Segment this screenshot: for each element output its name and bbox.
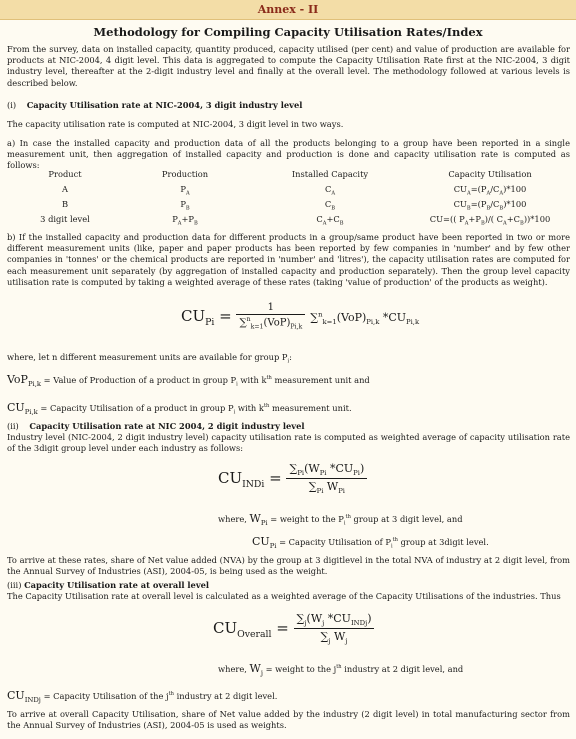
- table-cell: $C_A+C_B$: [316, 214, 344, 227]
- table-row: [0, 184, 576, 196]
- table-header-cell: Capacity Utilisation: [448, 169, 532, 179]
- aggregation-table: [0, 169, 576, 226]
- table-cell: $CU_A=(P_A/C_A)*100$: [453, 184, 527, 197]
- table-row: [0, 199, 576, 211]
- table-cell: $P_B$: [180, 199, 190, 212]
- section1-line: The capacity utilisation rate is computed at NIC-2004, 3 digit level in two ways.: [7, 119, 344, 129]
- table-header-cell: Installed Capacity: [291, 169, 369, 179]
- section1-para-a: a) In case the installed capacity and production data of all the products belonging to a group have been reported in a single measurement unit, then aggregation of installed capacity and production is done and capacity utilisation rate is computed as follows:: [7, 138, 570, 171]
- table-cell: $P_A$: [180, 184, 190, 197]
- table-cell: $CU_B=(P_B/C_B)*100$: [453, 199, 527, 212]
- table-header-row: [0, 169, 576, 181]
- table-cell: $C_A$: [324, 184, 336, 197]
- table-cell: CU=(( $P_A+P_B)/$( $C_A+C_B))*100$: [429, 214, 551, 227]
- table-row: [0, 214, 576, 226]
- section2-weights: To arrive at these rates, share of Net value added (NVA) by the group at 3 digitlevel in the total NVA of industry at 2 digit level, from the Annual Survey of Industries (ASI), 2004-05, is being used as the weight.: [7, 555, 570, 577]
- section3-text: The Capacity Utilisation rate at overall level is calculated as a weighted average of the Capacity Utilisations of the industries. Thus: [7, 591, 561, 601]
- intro-paragraph: From the survey, data on installed capacity, quantity produced, capacity utilised (per cent) and value of production are available for products at NIC-2004, 4 digit level. This data is aggregated to compute the Capacity Utilisation Rate first at the NIC-2004, 3 digit industry level, thereafter at the 2-digit industry level and finally at the overall level. The methodology followed at various levels is described below.: [7, 44, 570, 88]
- formula-group-cu: $CU_{Pi}$ = $\frac{1}{\sum^n_{k=1}(VoP)_{Pi,k}}$ $\sum^n_{k=1}(VoP)_{Pi,k}$ $*CU_{Pi,k}$: [181, 302, 420, 331]
- table-cell: B: [61, 199, 69, 209]
- vop-definition: VoP$_{Pi,k}$ = Value of Production of a product in group $P_i$ with $k^{th}$ measurement unit and: [7, 373, 370, 389]
- page-title: Methodology for Compiling Capacity Utilisation Rates/Index: [93, 25, 483, 39]
- annex-header: Annex - II: [0, 0, 576, 20]
- w-j-definition: where, $W_j$ = weight to the $j^{th}$ industry at 2 digit level, and: [218, 662, 464, 678]
- formula-overall-cu: $CU_{Overall}$ = $\frac{\sum_j(W_j *CU_{INDj})}{\sum_j W_j}$: [213, 612, 374, 645]
- w-pi-definition: where, $W_{Pi}$ = weight to the $P_i^{th}$ group at 3 digit level, and: [218, 512, 463, 528]
- formula-industry-cu: $CU_{INDi}$ = $\frac{\sum_{Pi}(W_{Pi} *CU_{Pi})}{\sum_{Pi} W_{Pi}}$: [218, 462, 367, 495]
- section1-heading-num: (i): [7, 100, 17, 110]
- section1-para-b: b) If the installed capacity and production data for different products in a group/same product have been reported in two or more different measurement units (like, paper and paper products has been reported by few companies in 'number' and by few other companies in 'tonnes' or the chemical products are reported in 'number' and 'litres'), the capacity utilisation rates are computed for each measurement unit separately (by aggregation of installed capacity and production separately). Then the group level capacity utilisation rate is computed by taking a weighted average of these rates (taking 'value of production' of the products as weight).: [7, 232, 570, 287]
- table-cell: 3 digit level: [40, 214, 90, 224]
- table-cell: $C_B$: [324, 199, 336, 212]
- section1-where: where, let n different measurement units are available for group $P_i$:: [7, 352, 292, 365]
- section3-weights: To arrive at overall Capacity Utilisation, share of Net value added by the industry (2 digit level) in total manufacturing sector from the Annual Survey of Industries (ASI), 2004-05 is used as weights.: [7, 709, 570, 731]
- cu-definition: $CU_{Pi,k}$ = Capacity Utilisation of a product in group $P_i$ with $k^{th}$ measurement unit.: [7, 401, 352, 417]
- table-header-cell: Product: [48, 169, 82, 179]
- cu-pi-definition: $CU_{Pi}$ = Capacity Utilisation of $P_i^{th}$ group at 3digit level.: [252, 535, 489, 551]
- section1-heading: [7, 100, 570, 111]
- table-header-cell: Production: [161, 169, 209, 179]
- section3-heading: (iii) Capacity Utilisation rate at overall level: [7, 580, 210, 590]
- section2-heading: (ii) Capacity Utilisation rate at NIC 2004, 2 digit industry level: [7, 421, 305, 431]
- cu-indj-definition: $CU_{INDj}$ = Capacity Utilisation of the $j^{th}$ industry at 2 digit level.: [7, 689, 278, 705]
- section2-text: Industry level (NIC-2004, 2 digit industry level) capacity utilisation rate is computed as weighted average of capacity utilisation rate of the 3digit group level under each industry as follows:: [7, 432, 570, 454]
- table-cell: A: [62, 184, 68, 194]
- section1-heading-text: Capacity Utilisation rate at NIC-2004, 3 digit industry level: [26, 100, 303, 110]
- table-cell: $P_A+P_B$: [172, 214, 198, 227]
